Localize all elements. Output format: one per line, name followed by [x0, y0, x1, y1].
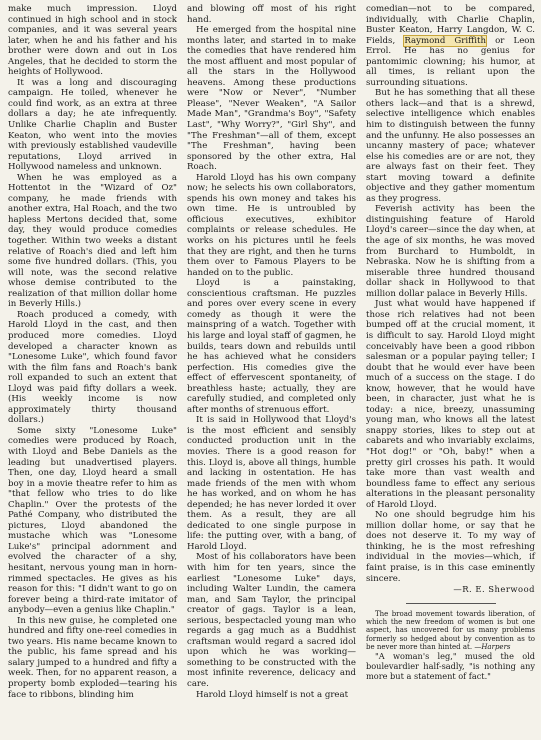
paragraph: It was a long and discouraging campaign. He toiled, whenever he could find work, as an extra at three dollars a day; he ate infrequently. Unlike Charlie Chaplin and Buster Keaton, who went into the movies with previously established vaudeville reputations, Lloyd arrived in Hollywood nameless and unknown.	[8, 77, 177, 173]
paragraph: Most of his collaborators have been with him for ten years, since the earliest "Lonesome Luke" days, including Walter Lundin, the camera man, and Sam Taylor, the principal creator of gags. Taylor is a lean, serious, bespectacled young man who regards a gag much as a Buddhist craftsman would regard a sacred idol upon which he was working—something to be constructed with the most infinite reverence, delicacy and care.	[187, 552, 356, 689]
column-right	[366, 4, 535, 740]
paragraph: Harold Lloyd has his own company now; he selects his own collaborators, spends his own money and takes his own time. He is untroubled by officious executives, exhibitor complaints or release schedules. He works on his pictures until he feels that they are right, and then he turns them over to Famous Players to be handed on to the public.	[187, 172, 356, 278]
highlighted-name: Raymond Griffith	[404, 35, 486, 46]
paragraph: No one should begrudge him his million dollar home, or say that he does not deserve it. To my way of thinking, he is the most refreshing individual in the movies—which, if faint praise, is in this case eminently sincere.	[366, 510, 535, 584]
paragraph: make much impression. Lloyd continued in high school and in stock companies, and it was several years later, when he and his father and his brother were down and out in Los Angeles, that he decided to storm the heights of Hollywood.	[8, 4, 177, 78]
paragraph: Some sixty "Lonesome Luke" comedies were produced by Roach, with Lloyd and Bebe Daniels as the leading but unadvertised players. Then, one day, Lloyd heard a small boy in a movie theatre refer to him as "that fellow who tries to do like Chaplin." Over the protests of the Pathé Company, who distributed the pictures, Lloyd abandoned the mustache which was "Lonesome Luke's" principal adornment and evolved the character of a shy, hesitant, nervous young man in horn-rimmed spectacles. He gives as his reason for this: "I didn't want to go on forever being a third-rate imitator of anybody—even a genius like Chaplin."	[8, 425, 177, 616]
paragraph-with-highlight	[366, 4, 535, 88]
column-middle	[187, 4, 356, 740]
author-signature: —R. E. Sherwood	[453, 584, 535, 595]
filler-quote: "A woman's leg," mused the old boulevardier half-sadly, "is nothing any more but a statement of fact."	[366, 651, 535, 682]
paragraph: But he has something that all these others lack—and that is a shrewd, selective intelligence which enables him to distinguish between the funny and the unfunny. He also possesses an uncanny mastery of pace; whatever else his comedies are or are not, they are always fast on their feet. They start moving toward a definite objective and they gather momentum as they progress.	[366, 88, 535, 204]
paragraph: In this new guise, he completed one hundred and fifty one-reel comedies in two years. His name became known to the public, his fame spread and his salary jumped to a hundred and fifty a week. Then, for no apparent reason, a property bomb exploded—tearing his face to ribbons, blinding him	[8, 615, 177, 700]
paragraph: Roach produced a comedy, with Harold Lloyd in the cast, and then produced more comedies. Lloyd developed a character known as "Lonesome Luke", which found favor with the film fans and Roach's bank roll expanded to such an extent that Lloyd was paid fifty dollars a week. (His weekly income is now approximately thirty thousand dollars.)	[8, 309, 177, 426]
note-source: —Harpers	[474, 642, 511, 651]
text-run: or Leon Errol. He has no genius for pantomimic clowning; his humor, at all times, is reliant upon the surrounding situations.	[366, 35, 536, 88]
divider-rule	[406, 603, 496, 604]
paragraph: Feverish activity has been the distinguishing feature of Harold Lloyd's career—since the day when, at the age of six months, he was moved from Burchard to Humboldt, in Nebraska. Now he is shifting from a miserable three hundred thousand dollar shack in Hollywood to that million dollar palace in Beverly Hills.	[366, 204, 535, 299]
paragraph: When he was employed as a Hottentot in the "Wizard of Oz" company, he made friends with another extra, Hal Roach, and the two hapless Mertons decided that, some day, they would produce comedies together. Within two weeks a distant relative of Roach's died and left him some five hundred dollars. (This, you will note, was the second relative whose demise contributed to the realization of that million dollar home in Beverly Hills.)	[8, 172, 177, 310]
paragraph: Harold Lloyd himself is not a great	[196, 689, 349, 700]
note-text: The broad movement towards liberation, of which the new freedom of women is but one aspect, has uncovered for us many problems formerly so hedged about by convention as to be never more than hinted at.	[366, 609, 535, 651]
text-run: comedian—not to be compared, individually, with Charlie Chaplin, Buster Keaton, Harry Langdon, W. C. Fields,	[366, 4, 535, 46]
paragraph: He emerged from the hospital nine months later, and started in to make the comedies that have rendered him the most affluent and most popular of all the stars in the Hollywood heavens. Among these productions were "Now or Never", "Number Please", "Never Weaken", "A Sailor Made Man", "Grandma's Boy", "Safety Last", "Why Worry?", "Girl Shy", and "The Freshman"—all of them, except "The Freshman", having been sponsored by the other extra, Hal Roach.	[187, 25, 356, 173]
paragraph: Lloyd is a painstaking, conscientious craftsman. He puzzles and pores over every scene in every comedy as though it were the mainspring of a watch. Together with his large and loyal staff of gagmen, he builds, tears down and rebuilds until he has achieved what he considers perfection. His comedies give the effect of effervescent spontaneity, of breathless haste; actually, they are carefully studied, and completed only after months of strenuous effort.	[187, 278, 356, 415]
paragraph: It is said in Hollywood that Lloyd's is the most efficient and sensibly conducted production unit in the movies. There is a good reason for this. Lloyd is, above all things, humble and lacking in ostentation. He has made friends of the men with whom he has worked, and on whom he has depended; he has never lorded it over them. As a result, they are all dedicated to one single purpose in life: the putting over, with a bang, of Harold Lloyd.	[187, 415, 356, 552]
column-left	[8, 4, 177, 740]
paragraph: and blowing off most of his right hand.	[187, 4, 356, 25]
filler-note	[366, 610, 535, 651]
paragraph: Just what would have happened if those rich relatives had not been bumped off at the crucial moment, it is difficult to say. Harold Lloyd might conceivably have been a good ribbon salesman or a popular paying teller; I doubt that he would ever have been much of a success on the stage. I do know, however, that he would have been, in character, just what he is today: a nice, breezy, unassuming young man, who knows all the latest snappy stories, likes to step out at cabarets and who invariably exclaims, "Hot dog!" or "Oh, baby!" when a pretty girl crosses his path. It would take more than vast wealth and boundless fame to effect any serious alterations in the pleasant personality of Harold Lloyd.	[366, 299, 535, 510]
